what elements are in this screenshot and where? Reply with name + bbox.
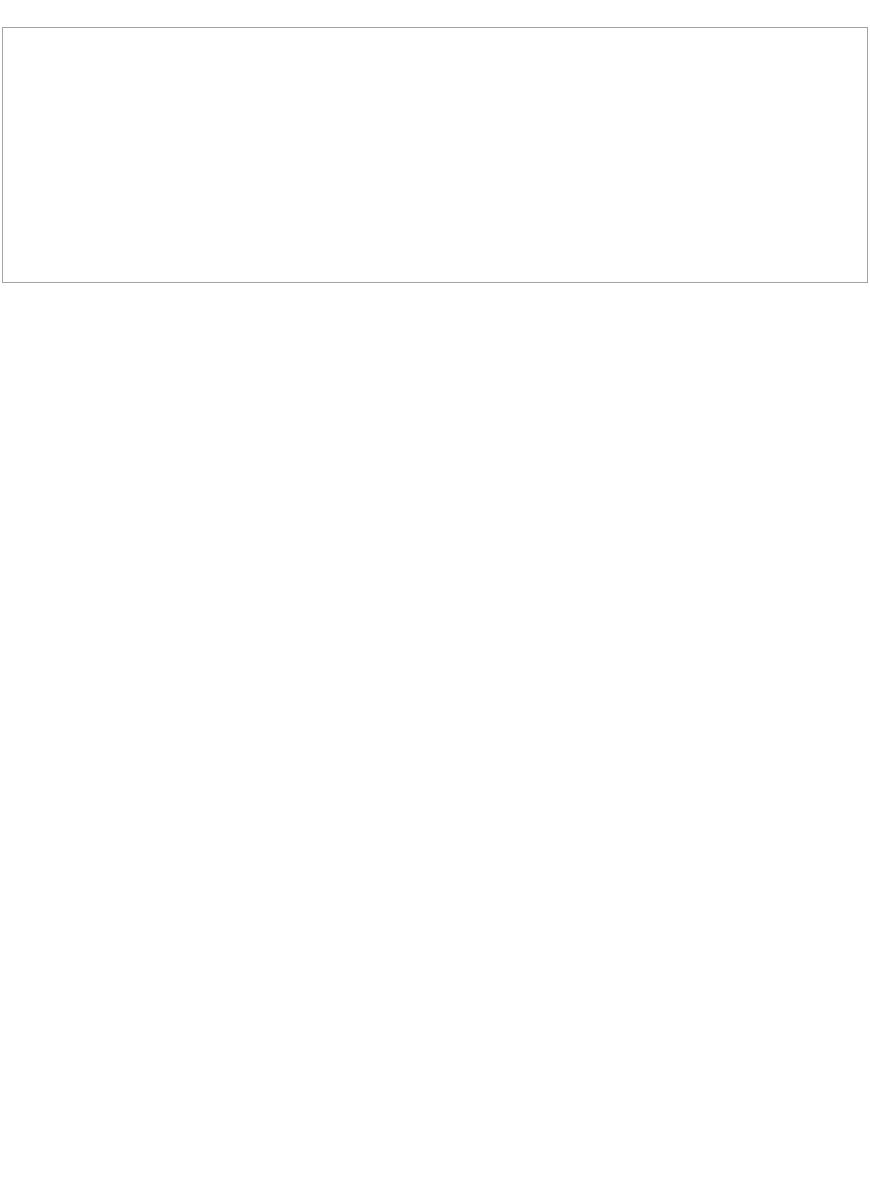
- top-section: [2, 27, 868, 283]
- table-header-row: [0, 283, 870, 330]
- order-code-legend: [3, 28, 291, 282]
